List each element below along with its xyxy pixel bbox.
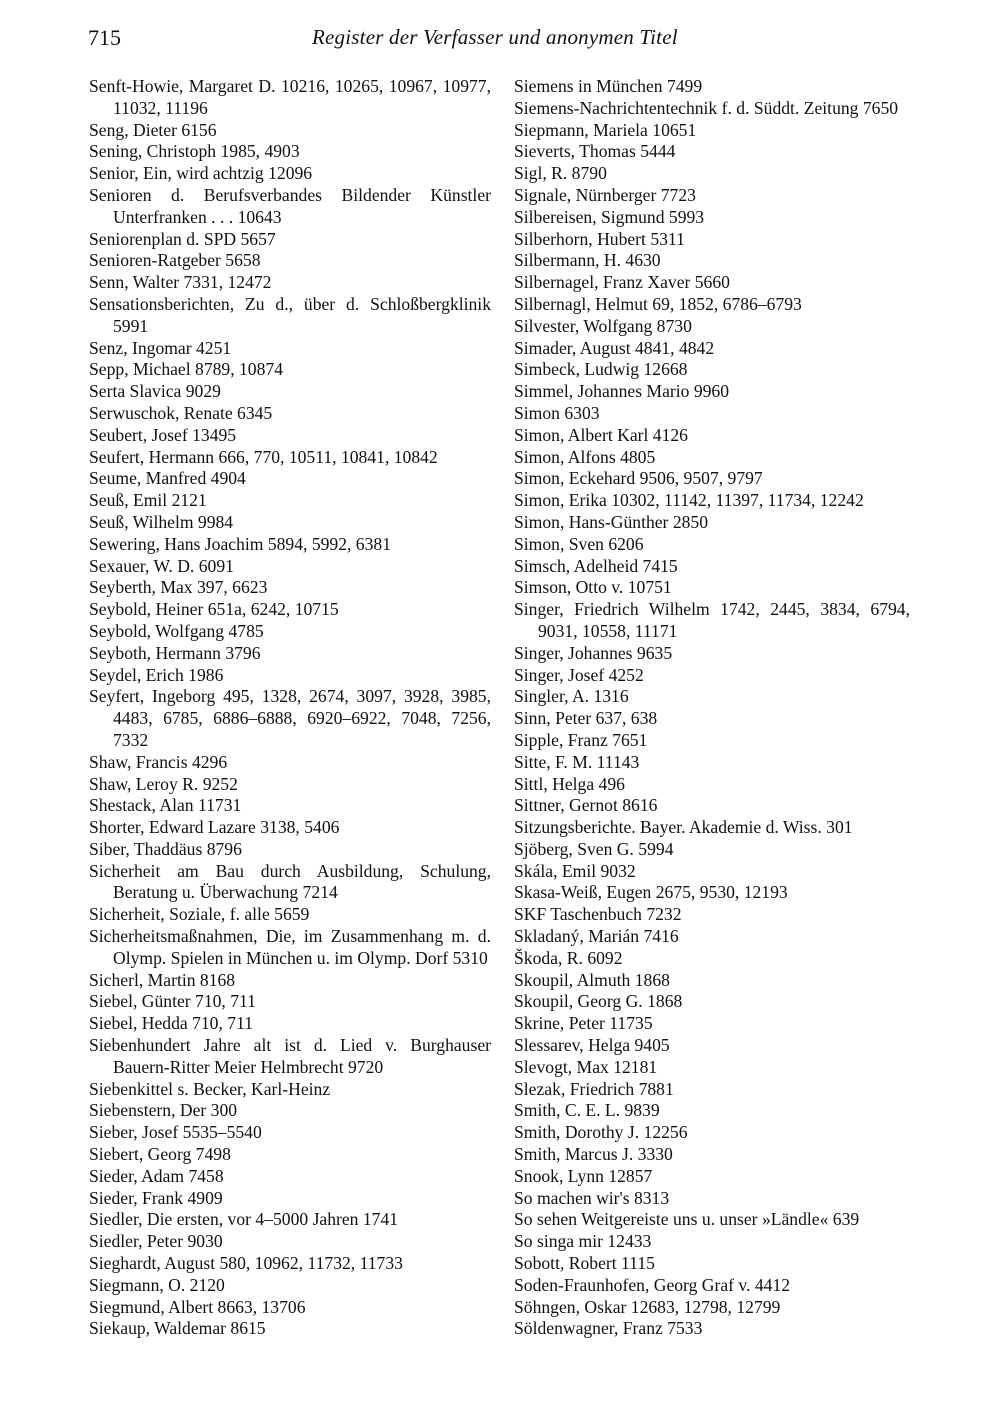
index-entry: Skála, Emil 9032 — [514, 860, 636, 881]
index-entry: Serta Slavica 9029 — [89, 381, 221, 402]
index-entry: Seyberth, Max 397, 6623 — [89, 577, 268, 598]
index-entry: Sieghardt, August 580, 10962, 11732, 11733 — [89, 1253, 403, 1274]
index-entry: Shaw, Francis 4296 — [89, 751, 228, 772]
index-entry: Simon, Hans-Günther 2850 — [514, 511, 709, 532]
index-entry: Singer, Josef 4252 — [514, 664, 644, 685]
index-entry: Senioren d. Berufsverbandes Bildender Künstler Unterfranken . . . 10643 — [89, 184, 491, 227]
index-entry: Senz, Ingomar 4251 — [89, 337, 232, 358]
index-entry: Siegmann, O. 2120 — [89, 1274, 225, 1295]
index-column-left — [89, 76, 491, 1340]
index-entry: Simbeck, Ludwig 12668 — [514, 359, 688, 380]
index-entry: Singler, A. 1316 — [514, 686, 629, 707]
index-entry: Silberhorn, Hubert 5311 — [514, 228, 685, 249]
index-entry: Skladaný, Marián 7416 — [514, 926, 679, 947]
index-entry: SKF Taschenbuch 7232 — [514, 904, 682, 925]
index-entry: Siber, Thaddäus 8796 — [89, 838, 242, 859]
index-entry: Sieber, Josef 5535–5540 — [89, 1122, 262, 1143]
index-entry: So sehen Weitgereiste uns u. unser »Ländle« 639 — [514, 1209, 860, 1230]
index-entry: Siedler, Die ersten, vor 4–5000 Jahren 1741 — [89, 1209, 399, 1230]
index-entry: Siebel, Günter 710, 711 — [89, 991, 256, 1012]
index-entry: Shorter, Edward Lazare 3138, 5406 — [89, 817, 340, 838]
index-entry: Seyboth, Hermann 3796 — [89, 642, 261, 663]
index-entry: Serwuschok, Renate 6345 — [89, 402, 273, 423]
index-entry: So machen wir's 8313 — [514, 1187, 670, 1208]
index-entry: Shestack, Alan 11731 — [89, 795, 242, 816]
index-entry: Slessarev, Helga 9405 — [514, 1035, 670, 1056]
index-entry: Söhngen, Oskar 12683, 12798, 12799 — [514, 1296, 781, 1317]
index-entry: Simon, Eckehard 9506, 9507, 9797 — [514, 468, 763, 489]
index-entry: Simon, Albert Karl 4126 — [514, 424, 688, 445]
index-entry: Smith, Dorothy J. 12256 — [514, 1122, 688, 1143]
index-entry: Seume, Manfred 4904 — [89, 468, 246, 489]
index-entry: Slevogt, Max 12181 — [514, 1056, 658, 1077]
index-entry: Söldenwagner, Franz 7533 — [514, 1318, 703, 1339]
index-entry: Skasa-Weiß, Eugen 2675, 9530, 12193 — [514, 882, 788, 903]
index-entry: Siedler, Peter 9030 — [89, 1231, 223, 1252]
index-entry: Sitzungsberichte. Bayer. Akademie d. Wiss. 301 — [514, 817, 853, 838]
index-entry: Senior, Ein, wird achtzig 12096 — [89, 163, 313, 184]
index-entry: Siekaup, Waldemar 8615 — [89, 1318, 266, 1339]
index-entry: Siebenkittel s. Becker, Karl-Heinz — [89, 1078, 331, 1099]
index-entry: Škoda, R. 6092 — [514, 947, 623, 968]
index-entry: Siebenstern, Der 300 — [89, 1100, 238, 1121]
running-title: Register der Verfasser und anonymen Titel — [312, 25, 678, 49]
index-entry: Sexauer, W. D. 6091 — [89, 555, 234, 576]
index-entry: Sieder, Frank 4909 — [89, 1187, 223, 1208]
index-entry: Simon, Alfons 4805 — [514, 446, 656, 467]
index-entry: Senioren-Ratgeber 5658 — [89, 250, 261, 271]
index-entry: Skoupil, Georg G. 1868 — [514, 991, 683, 1012]
index-entry: Seubert, Josef 13495 — [89, 424, 237, 445]
index-entry: Skoupil, Almuth 1868 — [514, 969, 670, 990]
index-entry: Simader, August 4841, 4842 — [514, 337, 715, 358]
index-entry: Sicherheit, Soziale, f. alle 5659 — [89, 904, 310, 925]
index-entry: Siebert, Georg 7498 — [89, 1144, 231, 1165]
index-entry: Sitte, F. M. 11143 — [514, 751, 640, 772]
index-entry: Seuß, Emil 2121 — [89, 490, 207, 511]
index-entry: Sening, Christoph 1985, 4903 — [89, 141, 300, 162]
index-entry: Snook, Lynn 12857 — [514, 1165, 653, 1186]
index-entry: Simson, Otto v. 10751 — [514, 577, 672, 598]
index-entry: Smith, C. E. L. 9839 — [514, 1100, 660, 1121]
index-entry: Siemens in München 7499 — [514, 76, 703, 96]
index-entry: Singer, Friedrich Wilhelm 1742, 2445, 3834, 6794, 9031, 10558, 11171 — [514, 599, 910, 641]
index-entry: Sittner, Gernot 8616 — [514, 795, 658, 816]
index-entry: Simon, Sven 6206 — [514, 533, 644, 554]
index-entry: Siebel, Hedda 710, 711 — [89, 1013, 254, 1034]
index-entry: Siepmann, Mariela 10651 — [514, 119, 697, 140]
index-entry: Sensationsberichten, Zu d., über d. Schloßbergklinik 5991 — [89, 293, 491, 336]
index-entry: Siebenhundert Jahre alt ist d. Lied v. Burghauser Bauern-Ritter Meier Helmbrecht 9720 — [89, 1035, 491, 1077]
index-entry: Sittl, Helga 496 — [514, 773, 625, 794]
index-entry: Sipple, Franz 7651 — [514, 729, 648, 750]
index-entry: Seybold, Wolfgang 4785 — [89, 620, 264, 641]
index-entry: So singa mir 12433 — [514, 1231, 652, 1252]
index-column-right — [514, 76, 910, 1340]
index-entry: Sobott, Robert 1115 — [514, 1253, 655, 1274]
index-entry: Seufert, Hermann 666, 770, 10511, 10841, 10842 — [89, 446, 438, 467]
index-entry: Seyfert, Ingeborg 495, 1328, 2674, 3097, 3928, 3985, 4483, 6785, 6886–6888, 6920–6922, 7048, 7256, 7332 — [89, 686, 491, 750]
index-entry: Senft-Howie, Margaret D. 10216, 10265, 10967, 10977, 11032, 11196 — [89, 76, 491, 118]
page-header — [88, 25, 908, 57]
index-entry: Silbernagl, Helmut 69, 1852, 6786–6793 — [514, 293, 802, 314]
index-entry: Seniorenplan d. SPD 5657 — [89, 228, 276, 249]
index-entry: Signale, Nürnberger 7723 — [514, 184, 696, 205]
index-entry: Seng, Dieter 6156 — [89, 119, 217, 140]
index-entry: Smith, Marcus J. 3330 — [514, 1144, 673, 1165]
index-entry: Sepp, Michael 8789, 10874 — [89, 359, 283, 380]
index-entry: Silbermann, H. 4630 — [514, 250, 661, 271]
index-entry: Sigl, R. 8790 — [514, 163, 607, 184]
index-entry: Siemens-Nachrichtentechnik f. d. Süddt. Zeitung 7650 — [514, 97, 899, 118]
index-entry: Sicherheit am Bau durch Ausbildung, Schulung, Beratung u. Überwachung 7214 — [89, 860, 491, 903]
index-entry: Sieverts, Thomas 5444 — [514, 141, 676, 162]
index-entry: Simon 6303 — [514, 402, 600, 423]
index-entry: Senn, Walter 7331, 12472 — [89, 272, 272, 293]
index-entry: Silvester, Wolfgang 8730 — [514, 315, 692, 336]
index-entry: Simmel, Johannes Mario 9960 — [514, 381, 730, 402]
page-number: 715 — [88, 25, 121, 50]
index-entry: Shaw, Leroy R. 9252 — [89, 773, 238, 794]
index-entry: Sjöberg, Sven G. 5994 — [514, 838, 674, 859]
index-entry: Soden-Fraunhofen, Georg Graf v. 4412 — [514, 1274, 791, 1295]
index-entry: Skrine, Peter 11735 — [514, 1013, 653, 1034]
index-entry: Silbernagel, Franz Xaver 5660 — [514, 272, 730, 293]
index-entry: Siegmund, Albert 8663, 13706 — [89, 1296, 306, 1317]
index-entry: Simsch, Adelheid 7415 — [514, 555, 678, 576]
index-entry: Sicherheitsmaßnahmen, Die, im Zusammenhang m. d. Olymp. Spielen in München u. im Olymp. Dorf 5310 — [89, 926, 491, 968]
index-entry: Seybold, Heiner 651a, 6242, 10715 — [89, 599, 339, 620]
index-entry: Seuß, Wilhelm 9984 — [89, 511, 234, 532]
index-entry: Sicherl, Martin 8168 — [89, 969, 236, 990]
index-entry: Seydel, Erich 1986 — [89, 664, 224, 685]
index-entry: Sieder, Adam 7458 — [89, 1165, 224, 1186]
index-entry: Simon, Erika 10302, 11142, 11397, 11734, 12242 — [514, 490, 864, 511]
index-entry: Silbereisen, Sigmund 5993 — [514, 206, 705, 227]
index-entry: Sewering, Hans Joachim 5894, 5992, 6381 — [89, 533, 391, 554]
index-entry: Sinn, Peter 637, 638 — [514, 708, 658, 729]
index-entry: Singer, Johannes 9635 — [514, 642, 673, 663]
index-entry: Slezak, Friedrich 7881 — [514, 1078, 674, 1099]
